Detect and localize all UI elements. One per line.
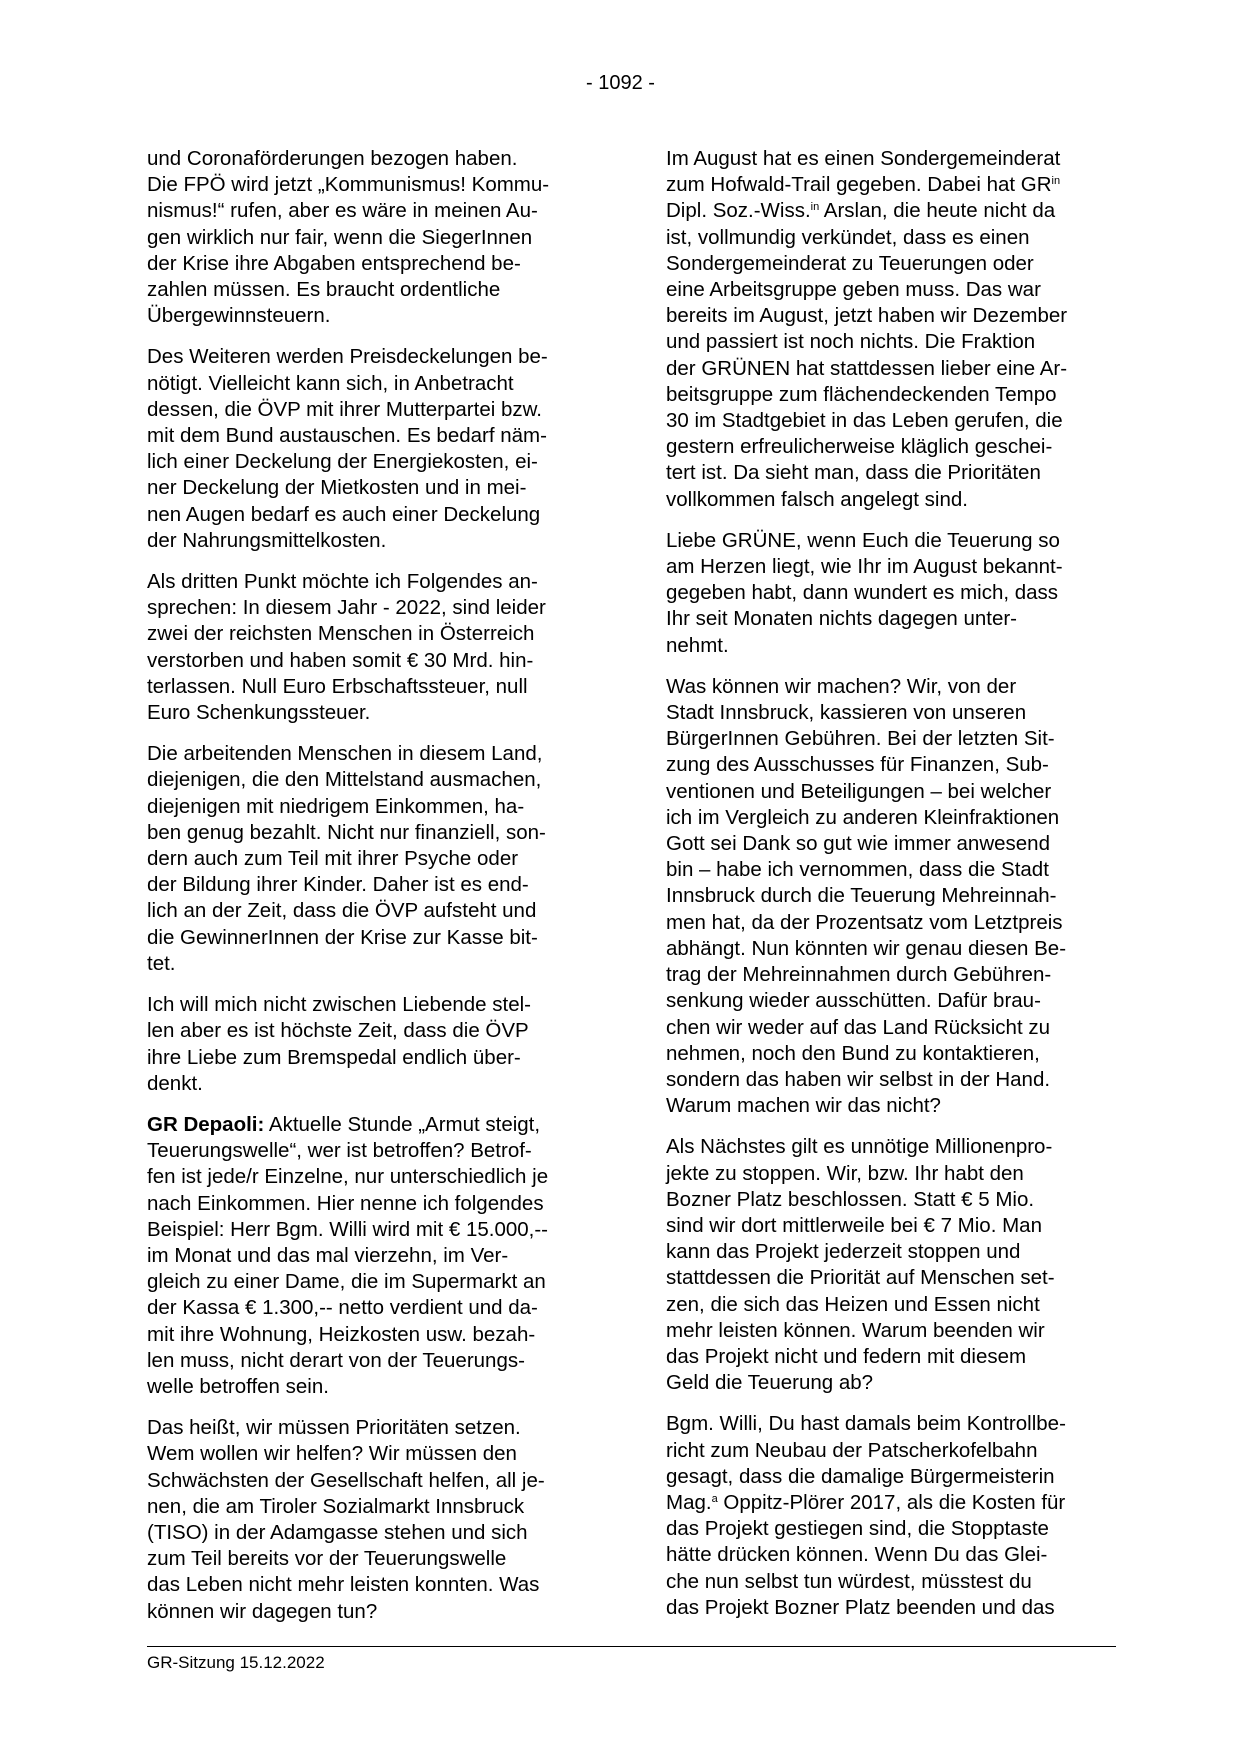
paragraph (666, 1411, 1110, 1621)
text-line: BürgerInnen Gebühren. Bei der letzten Sit- (666, 727, 1055, 751)
text-line: fen ist jede/r Einzelne, nur unterschiedlich je (147, 1165, 549, 1189)
text-line: Euro Schenkungssteuer. (147, 701, 371, 725)
text-line: Des Weiteren werden Preisdeckelungen be- (147, 345, 548, 369)
paragraph (666, 146, 1110, 513)
text-line: vollkommen falsch angelegt sind. (666, 487, 968, 511)
text-line: Übergewinnsteuern. (147, 304, 331, 328)
text-line: zen, die sich das Heizen und Essen nicht (666, 1292, 1040, 1316)
paragraph (147, 344, 591, 554)
text-line (147, 1112, 591, 1138)
text-line: Was können wir machen? Wir, von der (666, 674, 1017, 698)
text-line: (TISO) in der Adamgasse stehen und sich (147, 1520, 528, 1544)
text-line: Als dritten Punkt möchte ich Folgendes an- (147, 570, 538, 594)
text-line (666, 198, 1110, 224)
text-line: Beispiel: Herr Bgm. Willi wird mit € 15.000,-- (147, 1217, 548, 1241)
text-line (666, 1490, 1110, 1516)
text-line: nehmt. (666, 633, 729, 657)
text-line: abhängt. Nun könnten wir genau diesen Be- (666, 936, 1067, 960)
text-line: ihre Liebe zum Bremspedal endlich über- (147, 1045, 521, 1069)
text-line: Schwächsten der Gesellschaft helfen, all je- (147, 1468, 545, 1492)
text-line: dessen, die ÖVP mit ihrer Mutterpartei bzw. (147, 397, 542, 421)
text-line: Bozner Platz beschlossen. Statt € 5 Mio. (666, 1187, 1035, 1211)
superscript: a (711, 1492, 718, 1505)
text-line: diejenigen mit niedrigem Einkommen, ha- (147, 794, 525, 818)
text-span: Dipl. Soz.-Wiss. (666, 199, 811, 223)
text-line: Gott sei Dank so gut wie immer anwesend (666, 832, 1050, 856)
text-line: und Coronaförderungen bezogen haben. (147, 147, 518, 170)
text-line: Wem wollen wir helfen? Wir müssen den (147, 1442, 517, 1466)
text-line: mit ihre Wohnung, Heizkosten usw. bezah- (147, 1322, 536, 1346)
text-line: Im August hat es einen Sondergemeinderat (666, 147, 1061, 170)
text-line: welle betroffen sein. (147, 1374, 329, 1398)
text-line: das Projekt nicht und federn mit diesem (666, 1344, 1027, 1368)
paragraph (147, 741, 591, 977)
text-line: Geld die Teuerung ab? (666, 1371, 874, 1395)
text-line: stattdessen die Priorität auf Menschen set- (666, 1266, 1055, 1290)
text-line: das Leben nicht mehr leisten konnten. Was (147, 1573, 540, 1597)
text-line: men hat, da der Prozentsatz vom Letztpreis (666, 910, 1063, 934)
text-span: Aktuelle Stunde „Armut steigt, (264, 1112, 541, 1136)
text-line: nismus!“ rufen, aber es wäre in meinen Au- (147, 199, 538, 223)
paragraph (147, 146, 591, 329)
page-number: - 1092 - (586, 72, 655, 94)
text-line: diejenigen, die den Mittelstand ausmachen, (147, 768, 542, 792)
text-span: Arslan, die heute nicht da (819, 199, 1056, 223)
text-line: zum Teil bereits vor der Teuerungswelle (147, 1547, 507, 1571)
text-line: che nun selbst tun würdest, müsstest du (666, 1569, 1032, 1593)
paragraph (666, 674, 1110, 1119)
text-line: denkt. (147, 1071, 203, 1095)
text-line: beitsgruppe zum flächendeckenden Tempo (666, 382, 1057, 406)
text-line: sprechen: In diesem Jahr - 2022, sind leider (147, 596, 546, 620)
footer-divider (147, 1646, 1116, 1647)
text-line: der GRÜNEN hat stattdessen lieber eine Ar- (666, 356, 1068, 380)
text-line: lich an der Zeit, dass die ÖVP aufsteht und (147, 899, 537, 923)
text-span: zum Hofwald-Trail gegeben. Dabei hat GR (666, 173, 1052, 197)
text-line: Ich will mich nicht zwischen Liebende stel- (147, 993, 531, 1017)
paragraph (147, 992, 591, 1097)
text-line: nehmen, noch den Bund zu kontaktieren, (666, 1041, 1040, 1065)
text-line: das Projekt Bozner Platz beenden und das (666, 1595, 1055, 1619)
text-line: gleich zu einer Dame, die im Supermarkt an (147, 1270, 546, 1294)
text-line: sondern das haben wir selbst in der Hand. (666, 1067, 1051, 1091)
text-line: chen wir weder auf das Land Rücksicht zu (666, 1015, 1051, 1039)
superscript: in (1051, 175, 1061, 188)
text-line: der Nahrungsmittelkosten. (147, 528, 387, 552)
text-line: ich im Vergleich zu anderen Kleinfraktionen (666, 805, 1060, 829)
text-line: Die FPÖ wird jetzt „Kommunismus! Kommu- (147, 173, 550, 197)
right-column (666, 146, 1110, 1636)
text-span: Mag. (666, 1490, 712, 1514)
text-line: zung des Ausschusses für Finanzen, Sub- (666, 753, 1049, 777)
text-line: tet. (147, 951, 176, 975)
text-line: zahlen müssen. Es braucht ordentliche (147, 278, 501, 302)
text-line: ben genug bezahlt. Nicht nur finanziell, son- (147, 820, 546, 844)
text-line: bin – habe ich vernommen, dass die Stadt (666, 858, 1049, 882)
text-line: der Bildung ihrer Kinder. Daher ist es end- (147, 873, 529, 897)
text-line: trag der Mehreinnahmen durch Gebühren- (666, 963, 1052, 987)
text-line: terlassen. Null Euro Erbschaftssteuer, null (147, 674, 528, 698)
text-line (666, 172, 1110, 198)
text-line: Teuerungswelle“, wer ist betroffen? Betrof- (147, 1139, 532, 1163)
text-line: senkung wieder ausschütten. Dafür brau- (666, 989, 1041, 1013)
text-line: ist, vollmundig verkündet, dass es einen (666, 225, 1030, 249)
text-line: kann das Projekt jederzeit stoppen und (666, 1240, 1021, 1264)
text-line: im Monat und das mal vierzehn, im Ver- (147, 1243, 509, 1267)
text-line: richt zum Neubau der Patscherkofelbahn (666, 1438, 1038, 1462)
text-line: nen, die am Tiroler Sozialmarkt Innsbruck (147, 1494, 525, 1518)
text-line: dern auch zum Teil mit ihrer Psyche oder (147, 847, 519, 871)
paragraph (147, 569, 591, 726)
text-line: mehr leisten können. Warum beenden wir (666, 1318, 1045, 1342)
text-line: gesagt, dass die damalige Bürgermeisterin (666, 1464, 1055, 1488)
text-line: mit dem Bund austauschen. Es bedarf näm- (147, 424, 547, 448)
footer-session-date: GR-Sitzung 15.12.2022 (147, 1653, 325, 1672)
text-line: ner Deckelung der Mietkosten und in mei- (147, 476, 527, 500)
text-line: nach Einkommen. Hier nenne ich folgendes (147, 1191, 544, 1215)
text-line: gestern erfreulicherweise kläglich geschei- (666, 435, 1053, 459)
text-line: Die arbeitenden Menschen in diesem Land, (147, 742, 543, 766)
text-line: und passiert ist noch nichts. Die Fraktion (666, 330, 1036, 354)
text-line: Ihr seit Monaten nichts dagegen unter- (666, 607, 1017, 631)
text-line: die GewinnerInnen der Krise zur Kasse bit- (147, 925, 538, 949)
text-line: sind wir dort mittlerweile bei € 7 Mio. Man (666, 1213, 1042, 1237)
text-line: Stadt Innsbruck, kassieren von unseren (666, 701, 1027, 725)
text-line: können wir dagegen tun? (147, 1599, 378, 1623)
text-line: der Kassa € 1.300,-- netto verdient und da- (147, 1296, 538, 1320)
text-line: der Krise ihre Abgaben entsprechend be- (147, 251, 521, 275)
text-line: am Herzen liegt, wie Ihr im August bekannt- (666, 555, 1063, 579)
speaker-name: GR Depaoli: (147, 1112, 265, 1136)
left-column (147, 146, 591, 1640)
text-span: Oppitz-Plörer 2017, als die Kosten für (717, 1490, 1066, 1514)
text-line: Als Nächstes gilt es unnötige Millionenpro- (666, 1135, 1053, 1159)
text-line: das Projekt gestiegen sind, die Stopptaste (666, 1517, 1049, 1541)
text-line: ventionen und Beteiligungen – bei welcher (666, 779, 1052, 803)
paragraph (666, 528, 1110, 659)
paragraph (666, 1134, 1110, 1396)
text-line: Sondergemeinderat zu Teuerungen oder (666, 251, 1034, 275)
text-line: len muss, nicht derart von der Teuerungs- (147, 1348, 525, 1372)
text-line: nen Augen bedarf es auch einer Deckelung (147, 502, 541, 526)
text-line: eine Arbeitsgruppe geben muss. Das war (666, 278, 1041, 302)
text-line: 30 im Stadtgebiet in das Leben gerufen, die (666, 409, 1063, 433)
text-line: nötigt. Vielleicht kann sich, in Anbetracht (147, 371, 514, 395)
text-line: verstorben und haben somit € 30 Mrd. hin- (147, 648, 534, 672)
speaker-paragraph (147, 1112, 591, 1400)
text-line: Warum machen wir das nicht? (666, 1094, 941, 1118)
text-line: Innsbruck durch die Teuerung Mehreinnah- (666, 884, 1057, 908)
text-line: jekte zu stoppen. Wir, bzw. Ihr habt den (666, 1161, 1024, 1185)
text-line: Das heißt, wir müssen Prioritäten setzen. (147, 1416, 521, 1440)
text-line: gen wirklich nur fair, wenn die SiegerInnen (147, 225, 533, 249)
text-line: Bgm. Willi, Du hast damals beim Kontrollbe- (666, 1412, 1066, 1436)
paragraph (147, 1415, 591, 1625)
superscript: in (810, 201, 820, 214)
text-line: tert ist. Da sieht man, dass die Prioritäten (666, 461, 1041, 485)
text-line: zwei der reichsten Menschen in Österreich (147, 622, 535, 646)
text-line: lich einer Deckelung der Energiekosten, ei- (147, 450, 538, 474)
text-line: Liebe GRÜNE, wenn Euch die Teuerung so (666, 528, 1060, 552)
text-line: len aber es ist höchste Zeit, dass die ÖVP (147, 1019, 529, 1043)
text-line: hätte drücken können. Wenn Du das Glei- (666, 1543, 1048, 1567)
text-line: gegeben habt, dann wundert es mich, dass (666, 581, 1059, 605)
text-line: bereits im August, jetzt haben wir Dezember (666, 304, 1068, 328)
